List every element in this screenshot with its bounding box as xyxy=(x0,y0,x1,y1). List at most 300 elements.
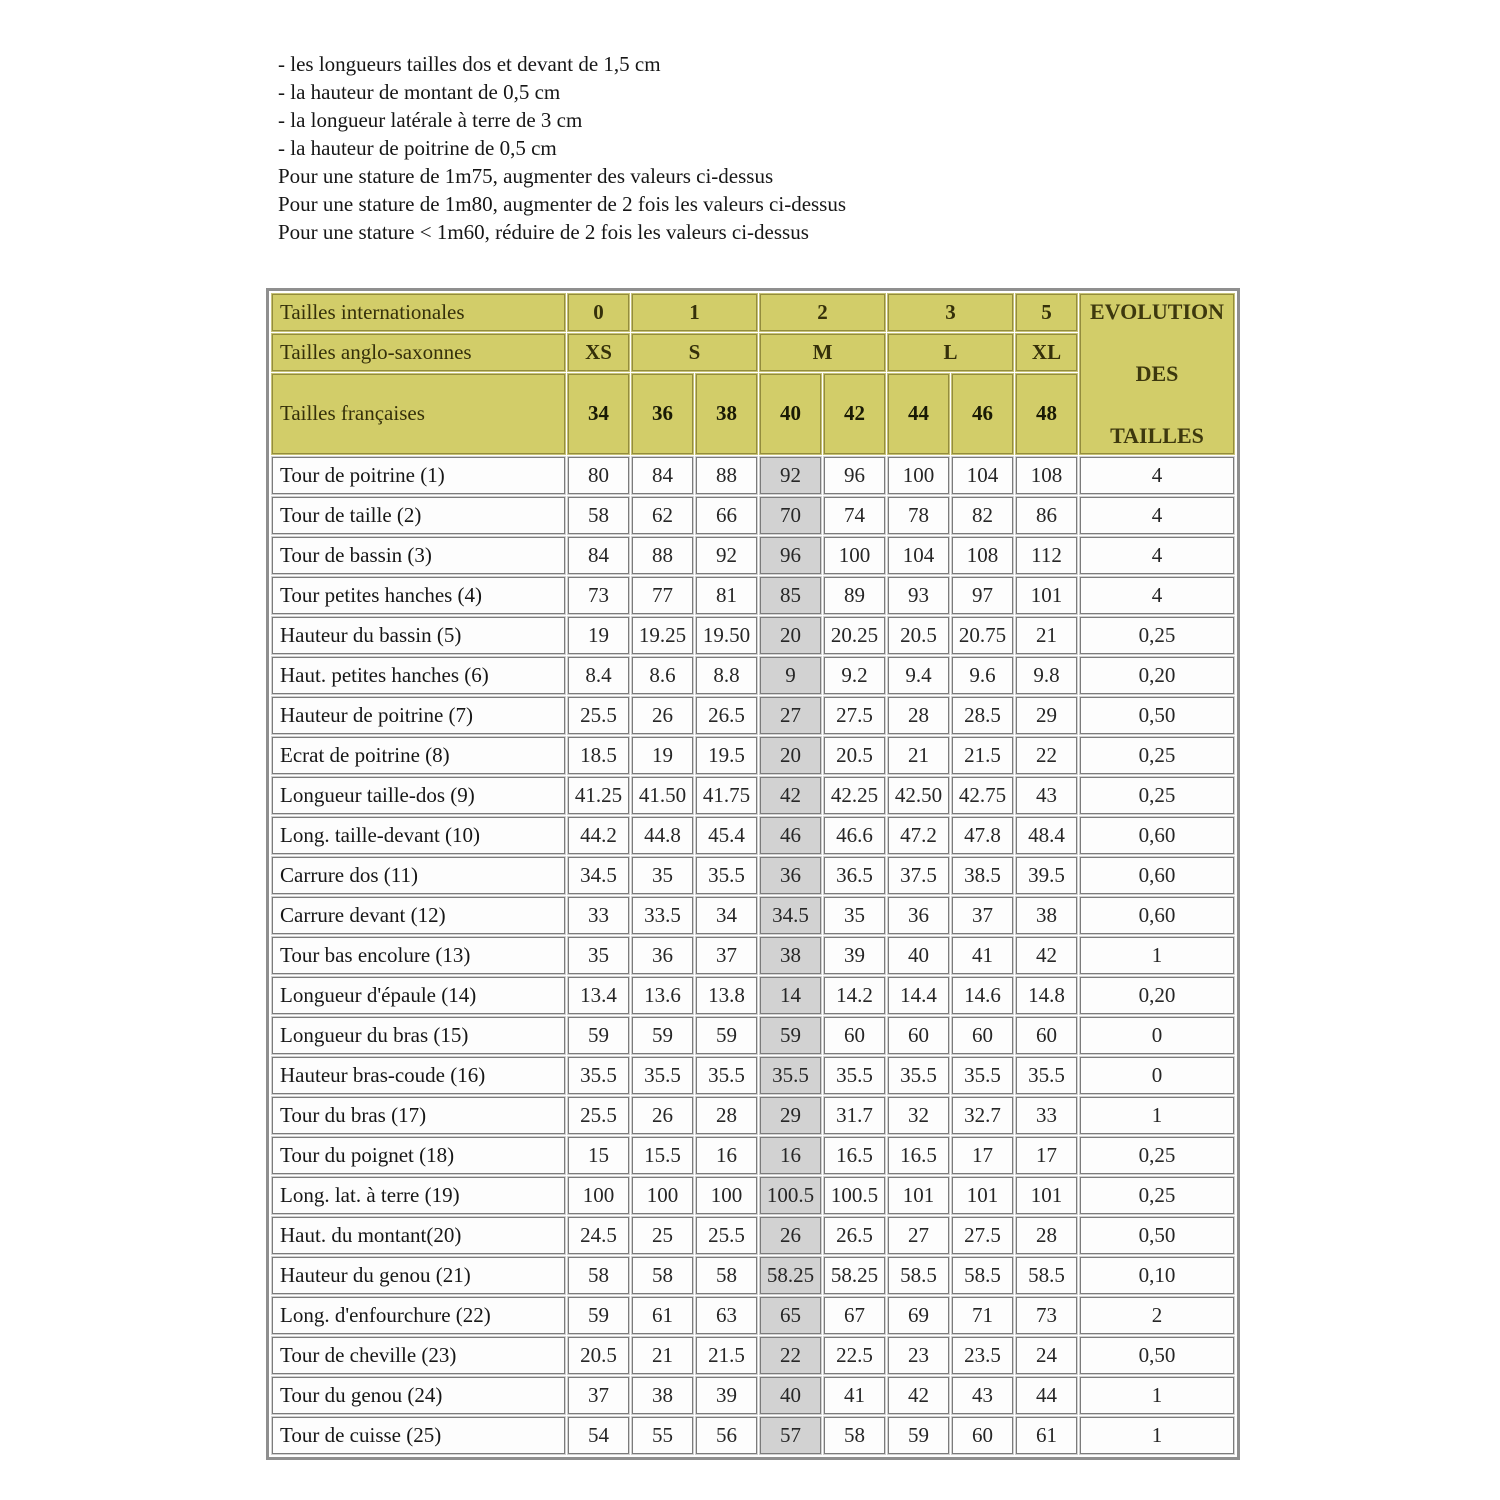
intro-line: Pour une stature de 1m80, augmenter de 2 fois les valeurs ci-dessus xyxy=(278,192,847,216)
size-value-cell: 35.5 xyxy=(952,1057,1013,1094)
header-french-size-cell: 48 xyxy=(1016,374,1077,454)
size-value-cell: 112 xyxy=(1016,537,1077,574)
size-value-cell: 35.5 xyxy=(632,1057,693,1094)
size-value-cell: 80 xyxy=(568,457,629,494)
size-value-cell: 104 xyxy=(952,457,1013,494)
size-value-cell: 41 xyxy=(952,937,1013,974)
size-value-cell-highlighted: 100.5 xyxy=(760,1177,821,1214)
size-value-cell: 93 xyxy=(888,577,949,614)
header-french-size-cell: 34 xyxy=(568,374,629,454)
header-anglo-size-cell: XL xyxy=(1016,334,1077,371)
size-value-cell: 20.75 xyxy=(952,617,1013,654)
measurement-label-cell: Hauteur du bassin (5) xyxy=(272,617,565,654)
size-value-cell: 26 xyxy=(632,697,693,734)
measurement-label-cell: Haut. du montant(20) xyxy=(272,1217,565,1254)
measurement-row xyxy=(272,1337,1234,1374)
size-value-cell: 71 xyxy=(952,1297,1013,1334)
size-value-cell: 28.5 xyxy=(952,697,1013,734)
size-value-cell: 47.8 xyxy=(952,817,1013,854)
evolution-value-cell: 0,25 xyxy=(1080,617,1234,654)
size-value-cell: 41 xyxy=(824,1377,885,1414)
header-anglo-size-cell: L xyxy=(888,334,1013,371)
measurement-label-cell: Tour du genou (24) xyxy=(272,1377,565,1414)
size-value-cell: 37 xyxy=(568,1377,629,1414)
size-value-cell: 19 xyxy=(568,617,629,654)
size-value-cell: 21.5 xyxy=(696,1337,757,1374)
size-value-cell: 100 xyxy=(888,457,949,494)
size-value-cell: 62 xyxy=(632,497,693,534)
evolution-value-cell: 0 xyxy=(1080,1057,1234,1094)
evolution-value-cell: 0 xyxy=(1080,1017,1234,1054)
size-value-cell: 58 xyxy=(824,1417,885,1454)
evolution-value-cell: 1 xyxy=(1080,937,1234,974)
measurement-row xyxy=(272,457,1234,494)
measurement-row xyxy=(272,1257,1234,1294)
size-value-cell-highlighted: 59 xyxy=(760,1017,821,1054)
size-value-cell: 44.2 xyxy=(568,817,629,854)
header-french-size-cell: 46 xyxy=(952,374,1013,454)
size-value-cell: 60 xyxy=(952,1017,1013,1054)
measurement-row xyxy=(272,777,1234,814)
size-value-cell: 42 xyxy=(1016,937,1077,974)
size-value-cell: 42.75 xyxy=(952,777,1013,814)
measurement-label-cell: Tour du bras (17) xyxy=(272,1097,565,1134)
evolution-value-cell: 0,60 xyxy=(1080,817,1234,854)
size-value-cell: 24 xyxy=(1016,1337,1077,1374)
size-value-cell: 19 xyxy=(632,737,693,774)
size-value-cell: 58 xyxy=(568,1257,629,1294)
header-international-size-cell: 5 xyxy=(1016,294,1077,331)
size-value-cell: 35.5 xyxy=(824,1057,885,1094)
measurement-label-cell: Longueur taille-dos (9) xyxy=(272,777,565,814)
header-french-label: Tailles françaises xyxy=(272,374,565,454)
size-value-cell-highlighted: 40 xyxy=(760,1377,821,1414)
measurement-row xyxy=(272,1177,1234,1214)
size-value-cell: 31.7 xyxy=(824,1097,885,1134)
size-value-cell: 15.5 xyxy=(632,1137,693,1174)
size-value-cell: 48.4 xyxy=(1016,817,1077,854)
size-value-cell: 108 xyxy=(952,537,1013,574)
size-value-cell-highlighted: 85 xyxy=(760,577,821,614)
size-value-cell: 33.5 xyxy=(632,897,693,934)
size-value-cell: 35 xyxy=(632,857,693,894)
evolution-value-cell: 0,60 xyxy=(1080,897,1234,934)
size-value-cell: 24.5 xyxy=(568,1217,629,1254)
evolution-value-cell: 0,25 xyxy=(1080,1137,1234,1174)
size-value-cell: 41.25 xyxy=(568,777,629,814)
intro-line: - les longueurs tailles dos et devant de 1,5 cm xyxy=(278,52,661,76)
size-value-cell: 37 xyxy=(952,897,1013,934)
evolution-value-cell: 0,20 xyxy=(1080,977,1234,1014)
evolution-value-cell: 4 xyxy=(1080,537,1234,574)
size-value-cell: 42.50 xyxy=(888,777,949,814)
measurement-row xyxy=(272,1217,1234,1254)
size-value-cell: 42.25 xyxy=(824,777,885,814)
size-value-cell: 26.5 xyxy=(824,1217,885,1254)
size-value-cell-highlighted: 16 xyxy=(760,1137,821,1174)
size-value-cell: 45.4 xyxy=(696,817,757,854)
size-value-cell: 14.2 xyxy=(824,977,885,1014)
header-anglo-size-cell: XS xyxy=(568,334,629,371)
size-value-cell: 59 xyxy=(568,1297,629,1334)
size-value-cell: 25 xyxy=(632,1217,693,1254)
size-value-cell: 39 xyxy=(824,937,885,974)
size-value-cell: 84 xyxy=(632,457,693,494)
measurement-label-cell: Carrure dos (11) xyxy=(272,857,565,894)
size-value-cell: 21 xyxy=(1016,617,1077,654)
header-international-size-cell: 2 xyxy=(760,294,885,331)
evolution-header-text xyxy=(1081,295,1233,453)
evolution-value-cell: 0,50 xyxy=(1080,697,1234,734)
evolution-value-cell: 0,25 xyxy=(1080,737,1234,774)
measurement-row xyxy=(272,1137,1234,1174)
size-value-cell: 20.25 xyxy=(824,617,885,654)
size-value-cell: 19.50 xyxy=(696,617,757,654)
size-value-cell: 25.5 xyxy=(568,697,629,734)
size-value-cell: 36 xyxy=(632,937,693,974)
size-value-cell: 21.5 xyxy=(952,737,1013,774)
measurement-label-cell: Tour de cheville (23) xyxy=(272,1337,565,1374)
size-value-cell: 89 xyxy=(824,577,885,614)
size-value-cell: 41.75 xyxy=(696,777,757,814)
size-value-cell: 108 xyxy=(1016,457,1077,494)
header-french-size-cell: 36 xyxy=(632,374,693,454)
size-value-cell: 44.8 xyxy=(632,817,693,854)
measurement-label-cell: Ecrat de poitrine (8) xyxy=(272,737,565,774)
size-value-cell: 54 xyxy=(568,1417,629,1454)
evolution-value-cell: 0,25 xyxy=(1080,777,1234,814)
measurement-label-cell: Long. lat. à terre (19) xyxy=(272,1177,565,1214)
measurement-row xyxy=(272,537,1234,574)
size-value-cell: 58.5 xyxy=(888,1257,949,1294)
size-value-cell-highlighted: 42 xyxy=(760,777,821,814)
size-value-cell: 34 xyxy=(696,897,757,934)
size-value-cell-highlighted: 22 xyxy=(760,1337,821,1374)
size-value-cell: 92 xyxy=(696,537,757,574)
measurement-label-cell: Hauteur bras-coude (16) xyxy=(272,1057,565,1094)
size-value-cell: 46.6 xyxy=(824,817,885,854)
size-value-cell: 8.4 xyxy=(568,657,629,694)
size-value-cell: 38.5 xyxy=(952,857,1013,894)
size-value-cell: 21 xyxy=(888,737,949,774)
size-value-cell: 25.5 xyxy=(568,1097,629,1134)
intro-line: Pour une stature de 1m75, augmenter des valeurs ci-dessus xyxy=(278,164,774,188)
size-value-cell-highlighted: 20 xyxy=(760,617,821,654)
size-value-cell: 101 xyxy=(952,1177,1013,1214)
size-value-cell: 35.5 xyxy=(568,1057,629,1094)
size-value-cell: 60 xyxy=(952,1417,1013,1454)
size-value-cell: 61 xyxy=(632,1297,693,1334)
size-value-cell: 25.5 xyxy=(696,1217,757,1254)
size-value-cell: 14.4 xyxy=(888,977,949,1014)
evolution-line: DES xyxy=(1135,361,1179,386)
measurement-label-cell: Longueur d'épaule (14) xyxy=(272,977,565,1014)
measurement-row xyxy=(272,697,1234,734)
size-value-cell: 29 xyxy=(1016,697,1077,734)
size-value-cell: 13.8 xyxy=(696,977,757,1014)
size-value-cell: 47.2 xyxy=(888,817,949,854)
size-value-cell: 18.5 xyxy=(568,737,629,774)
size-value-cell-highlighted: 14 xyxy=(760,977,821,1014)
evolution-value-cell: 4 xyxy=(1080,497,1234,534)
header-international-size-cell: 0 xyxy=(568,294,629,331)
intro-line: - la hauteur de poitrine de 0,5 cm xyxy=(278,136,557,160)
measurement-label-cell: Tour bas encolure (13) xyxy=(272,937,565,974)
measurement-label-cell: Tour du poignet (18) xyxy=(272,1137,565,1174)
size-value-cell: 14.6 xyxy=(952,977,1013,1014)
size-value-cell: 28 xyxy=(696,1097,757,1134)
size-value-cell-highlighted: 36 xyxy=(760,857,821,894)
size-value-cell: 21 xyxy=(632,1337,693,1374)
size-value-cell: 100 xyxy=(632,1177,693,1214)
evolution-value-cell: 1 xyxy=(1080,1097,1234,1134)
size-value-cell: 38 xyxy=(632,1377,693,1414)
evolution-value-cell: 0,60 xyxy=(1080,857,1234,894)
measurement-label-cell: Long. d'enfourchure (22) xyxy=(272,1297,565,1334)
size-value-cell: 82 xyxy=(952,497,1013,534)
header-french-size-cell: 40 xyxy=(760,374,821,454)
size-value-cell: 44 xyxy=(1016,1377,1077,1414)
header-french-size-cell: 44 xyxy=(888,374,949,454)
size-value-cell: 100 xyxy=(568,1177,629,1214)
intro-line: - la hauteur de montant de 0,5 cm xyxy=(278,80,561,104)
size-value-cell-highlighted: 27 xyxy=(760,697,821,734)
size-value-cell: 34.5 xyxy=(568,857,629,894)
size-value-cell: 59 xyxy=(696,1017,757,1054)
size-value-cell-highlighted: 26 xyxy=(760,1217,821,1254)
header-anglo-size-cell: S xyxy=(632,334,757,371)
measurement-label-cell: Haut. petites hanches (6) xyxy=(272,657,565,694)
size-value-cell: 61 xyxy=(1016,1417,1077,1454)
measurement-row xyxy=(272,1297,1234,1334)
size-value-cell: 38 xyxy=(1016,897,1077,934)
size-value-cell: 58.5 xyxy=(1016,1257,1077,1294)
header-international-size-cell: 1 xyxy=(632,294,757,331)
size-value-cell: 35.5 xyxy=(696,857,757,894)
measurement-row xyxy=(272,577,1234,614)
size-value-cell: 39.5 xyxy=(1016,857,1077,894)
size-value-cell: 27.5 xyxy=(824,697,885,734)
size-value-cell: 8.6 xyxy=(632,657,693,694)
size-value-cell: 73 xyxy=(568,577,629,614)
size-value-cell: 58 xyxy=(696,1257,757,1294)
header-international-size-cell: 3 xyxy=(888,294,1013,331)
size-value-cell: 14.8 xyxy=(1016,977,1077,1014)
size-value-cell: 74 xyxy=(824,497,885,534)
measurement-row xyxy=(272,497,1234,534)
size-value-cell: 58.25 xyxy=(824,1257,885,1294)
size-value-cell: 37 xyxy=(696,937,757,974)
size-value-cell: 40 xyxy=(888,937,949,974)
size-value-cell: 60 xyxy=(888,1017,949,1054)
size-value-cell: 101 xyxy=(888,1177,949,1214)
size-value-cell: 9.2 xyxy=(824,657,885,694)
evolution-value-cell: 1 xyxy=(1080,1417,1234,1454)
size-value-cell: 59 xyxy=(888,1417,949,1454)
measurement-row xyxy=(272,1377,1234,1414)
size-value-cell: 27.5 xyxy=(952,1217,1013,1254)
measurement-label-cell: Tour de bassin (3) xyxy=(272,537,565,574)
size-value-cell: 88 xyxy=(696,457,757,494)
size-value-cell: 26.5 xyxy=(696,697,757,734)
evolution-value-cell: 0,50 xyxy=(1080,1217,1234,1254)
measurement-label-cell: Tour de poitrine (1) xyxy=(272,457,565,494)
measurement-label-cell: Hauteur de poitrine (7) xyxy=(272,697,565,734)
size-value-cell: 9.8 xyxy=(1016,657,1077,694)
size-value-cell: 35 xyxy=(568,937,629,974)
size-value-cell: 63 xyxy=(696,1297,757,1334)
size-value-cell-highlighted: 9 xyxy=(760,657,821,694)
measurement-row xyxy=(272,937,1234,974)
size-value-cell-highlighted: 65 xyxy=(760,1297,821,1334)
size-value-cell: 58 xyxy=(632,1257,693,1294)
size-value-cell: 32.7 xyxy=(952,1097,1013,1134)
header-international-label: Tailles internationales xyxy=(272,294,565,331)
size-value-cell: 42 xyxy=(888,1377,949,1414)
measurement-label-cell: Long. taille-devant (10) xyxy=(272,817,565,854)
evolution-value-cell: 0,25 xyxy=(1080,1177,1234,1214)
size-value-cell: 39 xyxy=(696,1377,757,1414)
evolution-line: TAILLES xyxy=(1110,423,1204,448)
measurement-row xyxy=(272,897,1234,934)
size-value-cell: 59 xyxy=(632,1017,693,1054)
measurement-row xyxy=(272,617,1234,654)
size-value-cell: 13.6 xyxy=(632,977,693,1014)
size-value-cell-highlighted: 58.25 xyxy=(760,1257,821,1294)
measurement-row xyxy=(272,977,1234,1014)
measurement-label-cell: Tour petites hanches (4) xyxy=(272,577,565,614)
size-value-cell: 41.50 xyxy=(632,777,693,814)
size-value-cell-highlighted: 96 xyxy=(760,537,821,574)
size-value-cell: 104 xyxy=(888,537,949,574)
intro-line: - la longueur latérale à terre de 3 cm xyxy=(278,108,583,132)
size-value-cell: 84 xyxy=(568,537,629,574)
size-value-cell: 32 xyxy=(888,1097,949,1134)
size-value-cell: 33 xyxy=(568,897,629,934)
measurement-row xyxy=(272,737,1234,774)
evolution-value-cell: 1 xyxy=(1080,1377,1234,1414)
measurement-row xyxy=(272,817,1234,854)
header-anglo-size-cell: M xyxy=(760,334,885,371)
size-value-cell-highlighted: 29 xyxy=(760,1097,821,1134)
size-value-cell: 56 xyxy=(696,1417,757,1454)
evolution-value-cell: 2 xyxy=(1080,1297,1234,1334)
size-value-cell: 73 xyxy=(1016,1297,1077,1334)
measurement-row xyxy=(272,657,1234,694)
size-value-cell: 8.8 xyxy=(696,657,757,694)
measurement-row xyxy=(272,1417,1234,1454)
evolution-value-cell: 0,10 xyxy=(1080,1257,1234,1294)
size-value-cell: 19.25 xyxy=(632,617,693,654)
size-value-cell: 43 xyxy=(952,1377,1013,1414)
size-value-cell: 28 xyxy=(1016,1217,1077,1254)
size-value-cell: 27 xyxy=(888,1217,949,1254)
measurement-row xyxy=(272,1097,1234,1134)
size-value-cell: 100 xyxy=(696,1177,757,1214)
size-value-cell: 88 xyxy=(632,537,693,574)
header-french-size-cell: 38 xyxy=(696,374,757,454)
size-value-cell: 19.5 xyxy=(696,737,757,774)
size-value-cell: 23 xyxy=(888,1337,949,1374)
size-value-cell-highlighted: 46 xyxy=(760,817,821,854)
evolution-value-cell: 4 xyxy=(1080,577,1234,614)
measurement-label-cell: Tour de taille (2) xyxy=(272,497,565,534)
size-value-cell: 35.5 xyxy=(1016,1057,1077,1094)
size-value-cell: 97 xyxy=(952,577,1013,614)
size-value-cell-highlighted: 70 xyxy=(760,497,821,534)
size-value-cell: 67 xyxy=(824,1297,885,1334)
size-value-cell: 58 xyxy=(568,497,629,534)
size-value-cell: 37.5 xyxy=(888,857,949,894)
size-value-cell: 78 xyxy=(888,497,949,534)
size-value-cell: 77 xyxy=(632,577,693,614)
size-value-cell: 22 xyxy=(1016,737,1077,774)
header-anglo-label: Tailles anglo-saxonnes xyxy=(272,334,565,371)
size-value-cell: 9.4 xyxy=(888,657,949,694)
size-value-cell: 81 xyxy=(696,577,757,614)
size-value-cell-highlighted: 34.5 xyxy=(760,897,821,934)
size-value-cell: 36 xyxy=(888,897,949,934)
measurement-label-cell: Tour de cuisse (25) xyxy=(272,1417,565,1454)
measurement-row xyxy=(272,1017,1234,1054)
evolution-value-cell: 0,20 xyxy=(1080,657,1234,694)
size-value-cell: 66 xyxy=(696,497,757,534)
size-value-cell: 69 xyxy=(888,1297,949,1334)
size-value-cell-highlighted: 35.5 xyxy=(760,1057,821,1094)
size-value-cell: 28 xyxy=(888,697,949,734)
size-value-cell: 16 xyxy=(696,1137,757,1174)
size-value-cell: 100 xyxy=(824,537,885,574)
measurement-label-cell: Hauteur du genou (21) xyxy=(272,1257,565,1294)
size-value-cell: 9.6 xyxy=(952,657,1013,694)
size-value-cell: 35 xyxy=(824,897,885,934)
size-value-cell: 17 xyxy=(952,1137,1013,1174)
size-value-cell: 35.5 xyxy=(696,1057,757,1094)
size-value-cell: 43 xyxy=(1016,777,1077,814)
size-value-cell-highlighted: 92 xyxy=(760,457,821,494)
size-value-cell: 96 xyxy=(824,457,885,494)
evolution-line: EVOLUTION xyxy=(1089,299,1225,324)
size-value-cell: 22.5 xyxy=(824,1337,885,1374)
size-value-cell: 23.5 xyxy=(952,1337,1013,1374)
intro-line: Pour une stature < 1m60, réduire de 2 fois les valeurs ci-dessus xyxy=(278,220,809,244)
size-value-cell: 101 xyxy=(1016,1177,1077,1214)
size-value-cell: 100.5 xyxy=(824,1177,885,1214)
evolution-value-cell: 4 xyxy=(1080,457,1234,494)
size-value-cell: 35.5 xyxy=(888,1057,949,1094)
size-value-cell: 60 xyxy=(824,1017,885,1054)
size-value-cell: 16.5 xyxy=(888,1137,949,1174)
measurement-label-cell: Carrure devant (12) xyxy=(272,897,565,934)
size-value-cell: 20.5 xyxy=(888,617,949,654)
size-value-cell: 33 xyxy=(1016,1097,1077,1134)
size-value-cell: 60 xyxy=(1016,1017,1077,1054)
evolution-value-cell: 0,50 xyxy=(1080,1337,1234,1374)
size-value-cell: 26 xyxy=(632,1097,693,1134)
size-value-cell: 17 xyxy=(1016,1137,1077,1174)
measurement-row xyxy=(272,1057,1234,1094)
size-value-cell: 36.5 xyxy=(824,857,885,894)
size-value-cell-highlighted: 20 xyxy=(760,737,821,774)
measurement-row xyxy=(272,857,1234,894)
size-value-cell: 101 xyxy=(1016,577,1077,614)
size-value-cell: 16.5 xyxy=(824,1137,885,1174)
size-value-cell: 15 xyxy=(568,1137,629,1174)
header-evolution-cell xyxy=(1080,294,1234,454)
size-value-cell-highlighted: 57 xyxy=(760,1417,821,1454)
size-value-cell: 20.5 xyxy=(568,1337,629,1374)
size-value-cell: 13.4 xyxy=(568,977,629,1014)
